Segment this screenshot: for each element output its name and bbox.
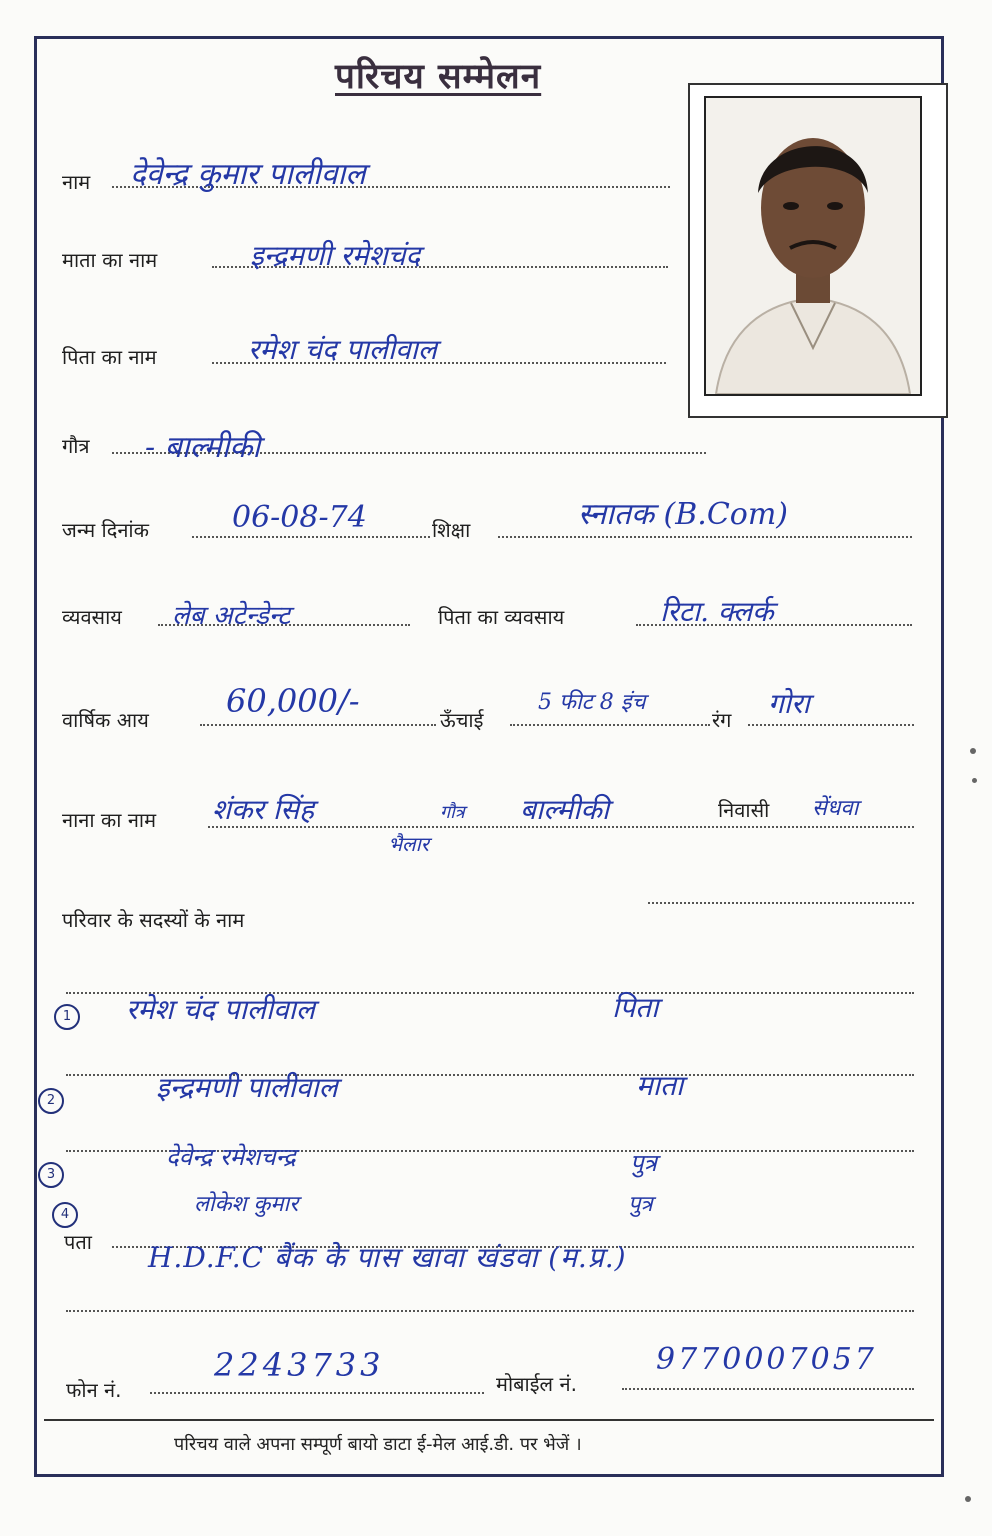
maternal-gotra-value: बाल्मीकी [520,793,610,826]
phone-line [150,1392,484,1394]
family-header-line [648,902,914,904]
father-occupation-value: रिटा. क्लर्क [660,595,774,628]
mobile-line [622,1388,914,1390]
family-number-1: 1 [54,1004,80,1030]
complexion-label: रंग [712,708,732,732]
scan-speck [970,748,976,754]
family-member-relation: माता [636,1069,684,1102]
name-label: नाम [62,170,91,194]
dob-line [192,536,430,538]
family-member-relation: पिता [612,991,659,1024]
phone-value: 2243733 [214,1346,385,1384]
family-number-3: 3 [38,1162,64,1188]
family-member-relation: पुत्र [628,1192,653,1217]
residence-value: सेंधवा [812,796,859,821]
education-value: स्नातक (B.Com) [578,497,789,532]
maternal-gotra-note: भैलार [388,832,429,856]
form-title: परिचय सम्मेलन [335,57,542,97]
residence-label: निवासी [718,798,770,822]
occupation-value: लेब अटेन्डेन्ट [172,601,291,631]
gotra-value: - बाल्मीकी [145,430,261,465]
maternal-grandfather-label: नाना का नाम [62,808,157,832]
occupation-label: व्यवसाय [62,605,122,629]
height-line [510,724,710,726]
father-name-label: पिता का नाम [62,345,157,369]
scan-speck [972,778,977,783]
father-name-value: रमेश चंद पालीवाल [248,333,437,366]
mobile-label: मोबाईल नं. [496,1372,577,1396]
annual-income-line [200,724,436,726]
gotra-label: गौत्र [62,434,90,458]
phone-label: फोन नं. [66,1378,122,1402]
dob-value: 06-08-74 [232,500,367,535]
dob-label: जन्म दिनांक [62,518,149,542]
complexion-value: गोरा [768,687,810,720]
maternal-grandfather-value: शंकर सिंह [212,793,314,826]
complexion-line [748,724,914,726]
person-portrait-icon [704,96,922,396]
family-number-2: 2 [38,1088,64,1114]
footer-divider [44,1419,934,1421]
height-label: ऊँचाई [440,708,484,732]
annual-income-value: 60,000/- [226,682,360,720]
height-value: 5 फीट 8 इंच [538,690,646,715]
family-number-4: 4 [52,1202,78,1228]
family-member-name: लोकेश कुमार [194,1192,299,1217]
address-label: पता [64,1230,92,1254]
family-members-label: परिवार के सदस्यों के नाम [62,908,245,932]
family-member-name: रमेश चंद पालीवाल [126,993,315,1026]
mother-name-value: इन्द्रमणी रमेशचंद [250,239,421,272]
father-occupation-label: पिता का व्यवसाय [438,605,565,629]
family-member-name: देवेन्द्र रमेशचन्द्र [166,1143,296,1171]
annual-income-label: वार्षिक आय [62,708,149,732]
address-line-2 [66,1310,914,1312]
family-member-relation: पुत्र [630,1149,657,1177]
family-member-name: इन्द्रमणी पालीवाल [156,1071,338,1104]
name-value: देवेन्द्र कुमार पालीवाल [130,157,366,192]
education-label: शिक्षा [432,518,471,542]
mother-name-label: माता का नाम [62,248,158,272]
footer-note: परिचय वाले अपना सम्पूर्ण बायो डाटा ई-मेल आई.डी. पर भेजें । [174,1434,582,1455]
mobile-value: 9770007057 [656,1342,877,1377]
scan-speck [965,1496,971,1502]
maternal-gotra-label: गौत्र [440,802,465,823]
address-value: H.D.F.C बैंक के पास खावा खंडवा (म.प्र.) [148,1241,627,1274]
education-line [498,536,912,538]
